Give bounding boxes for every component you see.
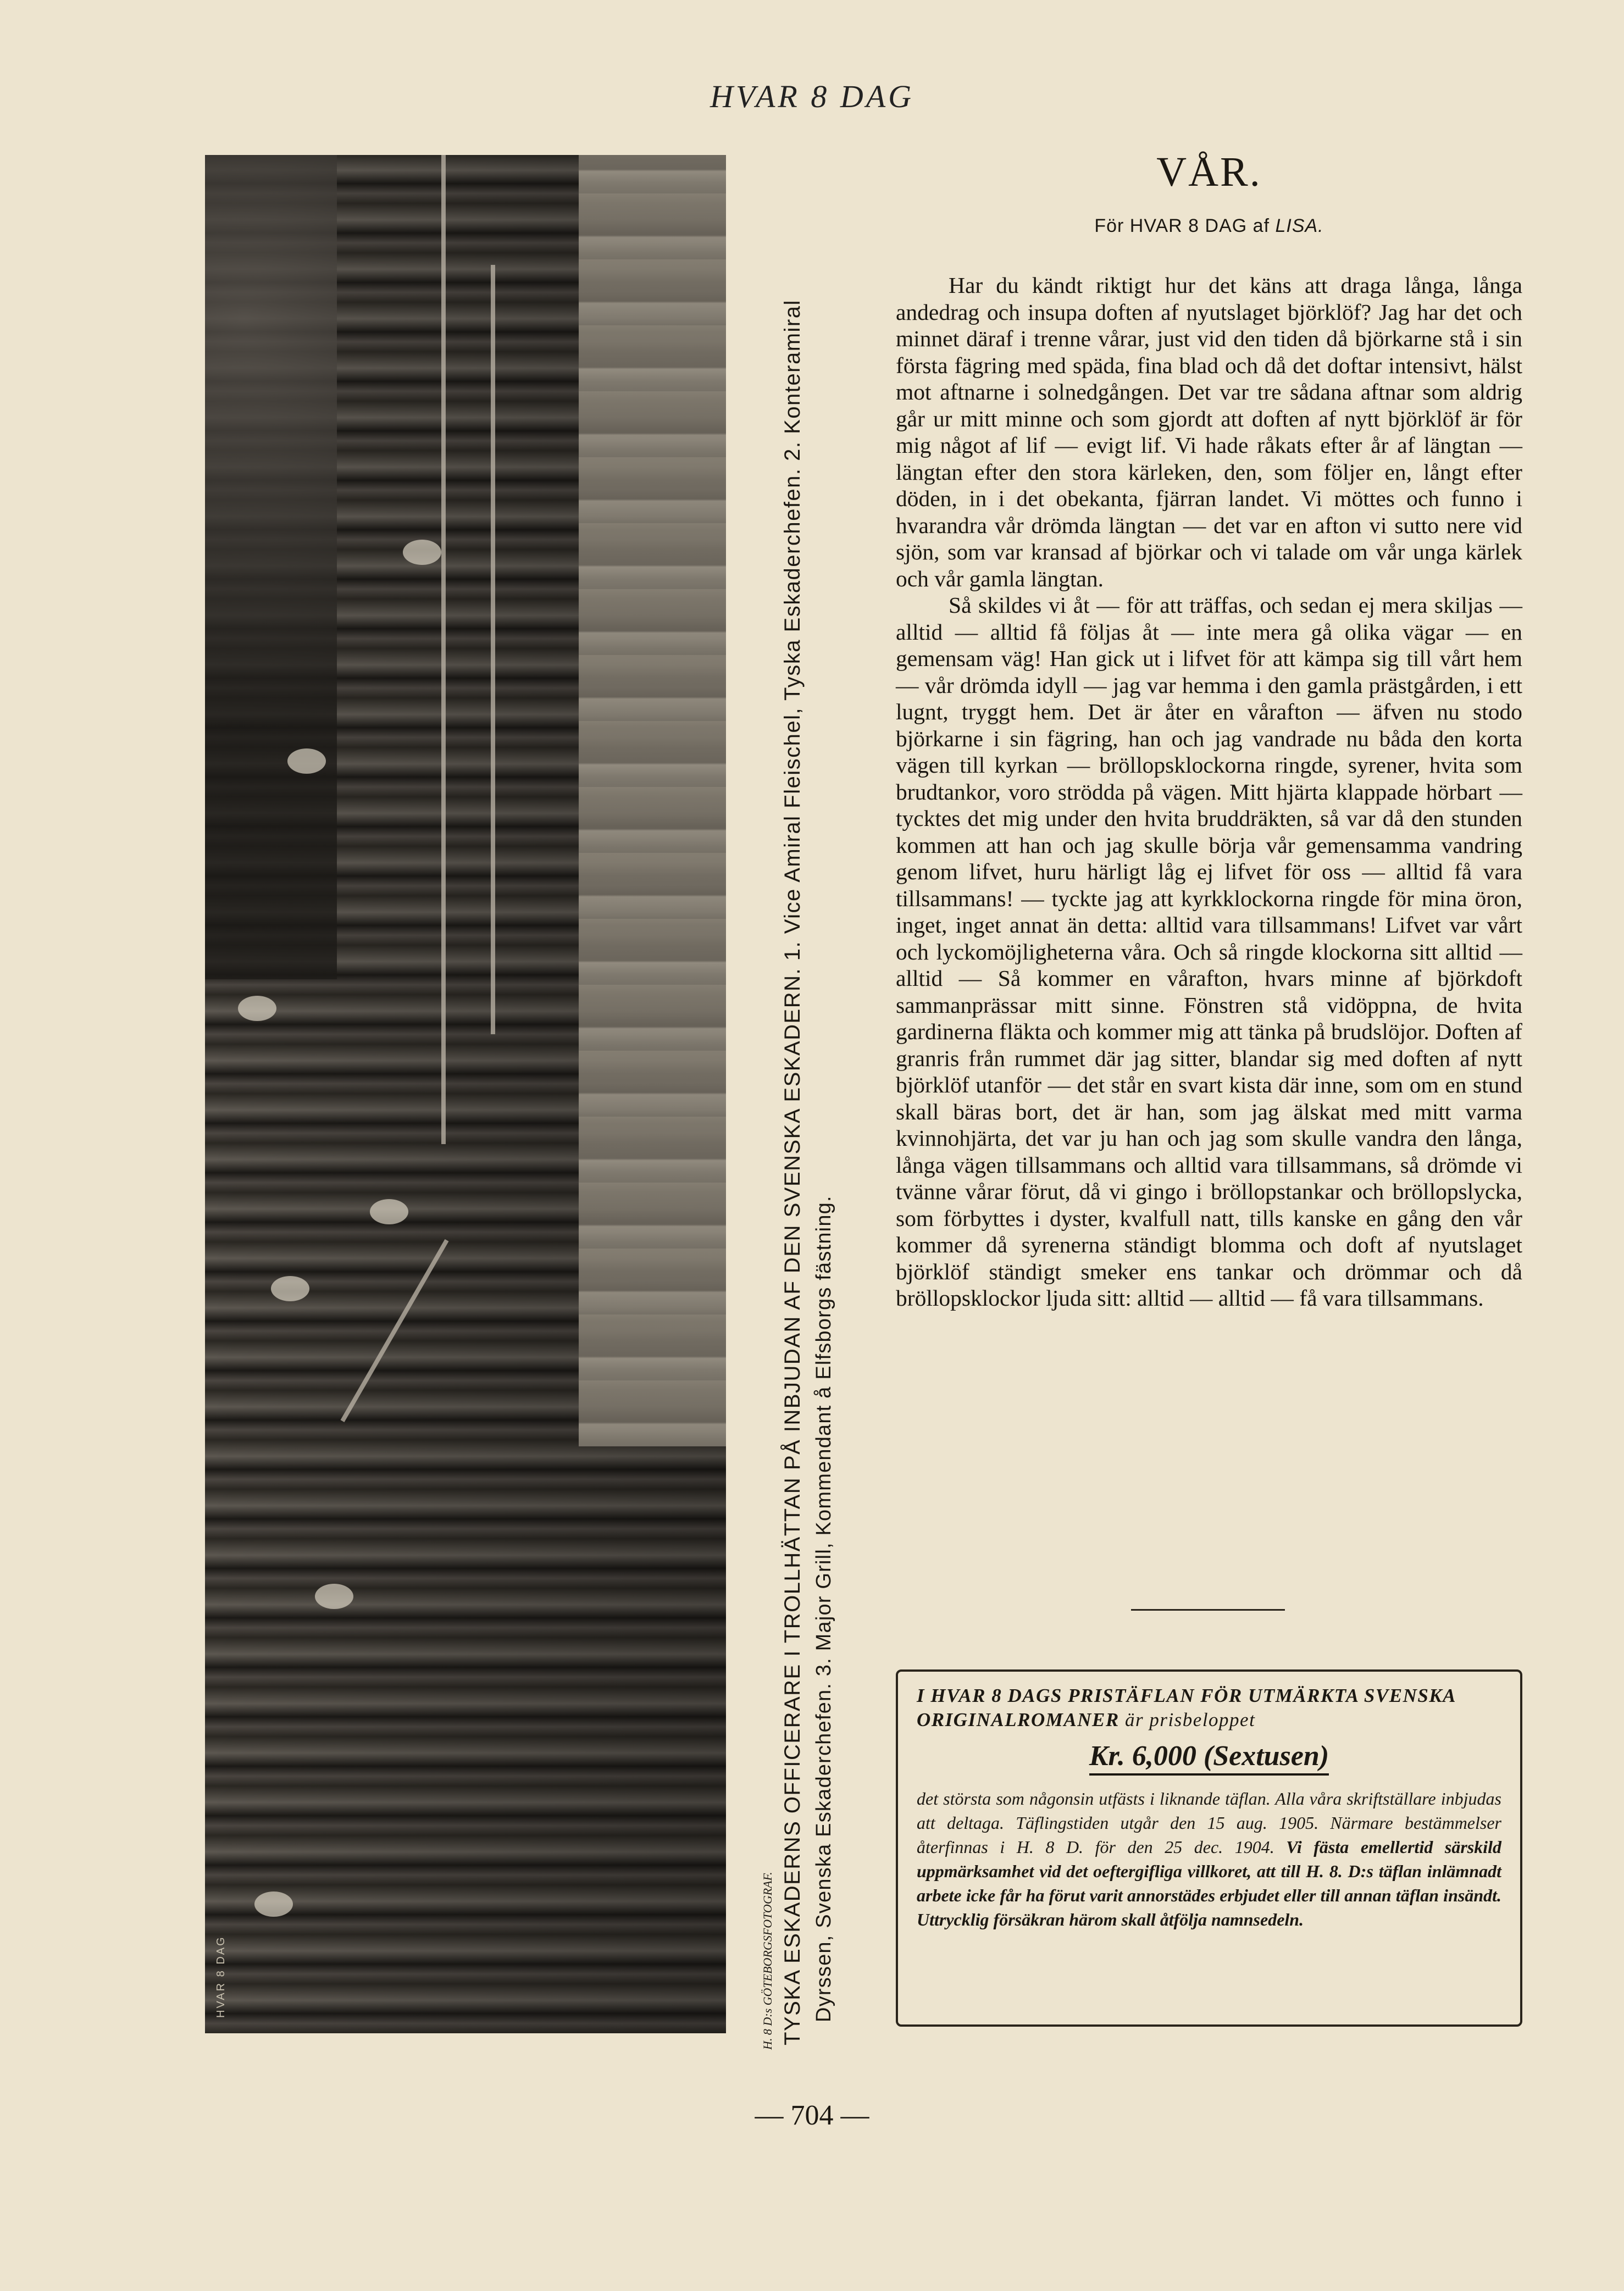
article-body	[896, 272, 1522, 1312]
photo-figure	[271, 1276, 309, 1301]
photo-figure	[403, 540, 441, 565]
notice-body	[917, 1787, 1501, 1932]
prize-competition-notice	[896, 1669, 1522, 2027]
officers-photograph	[205, 155, 726, 2033]
notice-heading-light: är prisbeloppet	[1119, 1709, 1256, 1730]
notice-heading-bold: I HVAR 8 DAGS PRISTÄFLAN FÖR UTMÄRKTA SVENSKA ORIGINALROMANER	[917, 1685, 1456, 1730]
page-number: — 704 —	[755, 2100, 869, 2131]
photo-figure	[254, 1891, 293, 1917]
photo-figure	[287, 748, 326, 774]
photo-railing	[441, 155, 446, 1144]
photo-stone-wall	[579, 155, 726, 1446]
byline-author: LISA.	[1275, 215, 1324, 236]
photo-figure	[370, 1199, 408, 1224]
photo-caption-line-1: TYSKA ESKADERNS OFFICERARE I TROLLHÄTTAN PÅ INBJUDAN AF DEN SVENSKA ESKADERN. 1. Vice Amiral Fleischel, Tyska Eskaderchefen. 2. Konteramiral	[780, 299, 805, 2045]
photo-railing	[341, 1239, 449, 1422]
running-header: HVAR 8 DAG	[710, 79, 914, 114]
article-paragraph: Så skildes vi åt — för att träffas, och sedan ej mera skiljas — alltid — alltid få följas åt — inte mera gå olika vägar — en gemensam väg! Han gick ut i lifvet för att kämpa sig till vårt hem — vår drömda idyll — jag var hemma i den gamla prästgården, i ett lugnt, tryggt hem. Det är åter en vårafton — äfven nu stodo björkarne i sin fägring, han och jag vandrade nu båda den korta vägen till kyrkan — bröllopsklockorna ringde, syrener, hvita som brudtankor, voro strödda på vägen. Mitt hjärta klappade hörbart — tycktes det mig under den hvita bruddräkten, så var då den stunden kommen att han och jag skulle börja vår gemensamma vandring genom lifvet, huru härligt låg ej lifvet för oss — alltid få vara tillsammans! — tyckte jag att kyrkklockorna ringde för mina öron, inget, inget annat än detta: alltid vara tillsammans! Lifvet var vårt och lyckomöjligheterna våra. Och så ringde klockorna sitt alltid — alltid — Så kommer en vårafton, hvars minne af björkdoft sammanprässar mitt sinne. Fönstren stå vidöppna, de hvita gardinerna fläkta och kommer mig att tänka på brudslöjor. Doften af granris från rummet där jag sitter, blandar sig med doften af nytt björklöf utanför — det står en svart kista där inne, som om en stund skall bäras bort, det är han, som jag älskat med mitt varma kvinnohjärta, det var ju han och jag som skulle vandra den långa, långa vägen tillsammans och alltid vara tillsammans, så drömde vi tvänne vårar förut, då vi gingo i bröllopstankar och bröllopslycka, som förbyttes i dyster, kvalfull natt, tills kanske en gång den vår kommer då syrenerna ständigt blomma och doft af nyutslaget björklöf ständigt smeker ens tankar och drömmar och då bröllopsklockor ljuda sitt: alltid — alltid — få vara tillsammans.	[896, 592, 1522, 1311]
photo-figure	[315, 1584, 353, 1609]
byline-prefix: För HVAR 8 DAG af	[1094, 215, 1276, 236]
section-divider	[1131, 1609, 1285, 1611]
photo-credit: HVAR 8 DAG	[215, 1935, 227, 2018]
photo-figure	[238, 996, 276, 1021]
prize-amount: Kr. 6,000 (Sextusen)	[1089, 1740, 1329, 1776]
photo-railing	[491, 265, 495, 1034]
notice-body-text: det största som någonsin utfästs i liknande täflan. Alla våra skriftställare inbjudas att deltaga. Täflingstiden utgår den 15 aug. 1905. Närmare bestämmelser återfinnas i H. 8 D. för den 25 dec. 1904.	[917, 1789, 1501, 1857]
notice-heading	[917, 1684, 1501, 1732]
article-byline	[874, 215, 1544, 237]
article-paragraph: Har du kändt riktigt hur det käns att draga långa, långa andedrag och insupa doften af nyutslaget björklöf? Jag har det och minnet däraf i trenne vårar, just vid den tiden då björkarne stå i sin första fägring med späda, fina blad och då det doftar intensivt, hälst mot aftnarne i solnedgången. Det var tre sådana aftnar som aldrig går ur mitt minne och som gjordt att doften af nytt björklöf är för mig något af lif — evigt lif. Vi hade råkats efter år af längtan — längtan efter den stora kärleken, den, som följer en, långt efter döden, in i det obekanta, fjärran landet. Vi möttes och funno i hvarandra vår drömda längtan — det var en afton vi sutto nere vid sjön, som var kransad af björkar och vi talade om vår unga kärlek och vår gamla längtan.	[896, 273, 1522, 591]
notice-body-condition: Vi fästa emellertid särskild uppmärksamhet vid det oeftergifliga villkoret, att till H. 8. D:s täflan inlämnadt arbete icke får ha förut varit annorstädes erbjudet eller till annan täflan insändt. Uttrycklig försäkran härom skall åtfölja namnsedeln.	[917, 1837, 1502, 1929]
photo-trees	[205, 155, 337, 979]
article-title: VÅR.	[1156, 149, 1262, 195]
photo-caption-line-2: Dyrssen, Svenska Eskaderchefen. 3. Major Grill, Kommendant å Elfsborgs fästning.	[812, 1195, 835, 2022]
photographer-credit: H. 8 D:s GÖTEBORGSFOTOGRAF.	[761, 1872, 774, 2050]
